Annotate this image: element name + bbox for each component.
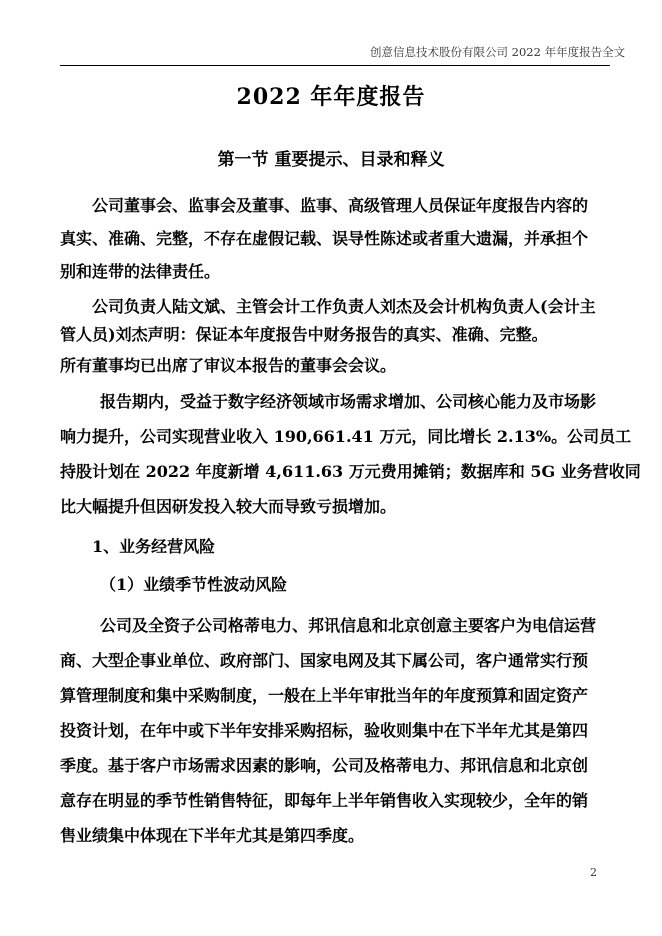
paragraph-line: 算管理制度和集中采购制度，一般在上半年审批当年的年度预算和固定资产	[60, 686, 589, 705]
paragraph-line: 商、大型企事业单位、政府部门、国家电网及其下属公司，客户通常实行预	[60, 651, 589, 670]
header-divider	[60, 65, 610, 66]
paragraph-line: 真实、准确、完整，不存在虚假记载、误导性陈述或者重大遗漏，并承担个	[60, 229, 589, 248]
paragraph-line: 公司负责人陆文斌、主管会计工作负责人刘杰及会计机构负责人(会计主	[92, 297, 596, 316]
paragraph-line: 意存在明显的季节性销售特征，即每年上半年销售收入实现较少，全年的销	[60, 791, 589, 810]
page-number: 2	[590, 866, 597, 879]
running-header: 创意信息技术股份有限公司 2022 年年度报告全文	[370, 45, 626, 59]
paragraph-line: 公司及全资子公司格蒂电力、邦讯信息和北京创意主要客户为电信运营	[100, 616, 597, 635]
paragraph-line: 所有董事均已出席了审议本报告的董事会会议。	[60, 356, 397, 375]
risk-subheading: （1）业绩季节性波动风险	[100, 575, 288, 594]
paragraph-line: 季度。基于客户市场需求因素的影响，公司及格蒂电力、邦讯信息和北京创	[60, 756, 589, 775]
paragraph-line: 持股计划在 2022 年度新增 4,611.63 万元费用摊销；数据库和 5G 业务营收同	[60, 462, 641, 481]
risk-heading: 1、业务经营风险	[92, 537, 216, 556]
paragraph-line: 公司董事会、监事会及董事、监事、高级管理人员保证年度报告内容的	[92, 196, 589, 215]
section-title: 第一节 重要提示、目录和释义	[217, 150, 445, 170]
paragraph-line: 报告期内，受益于数字经济领域市场需求增加、公司核心能力及市场影	[100, 392, 597, 411]
paragraph-line: 售业绩集中体现在下半年尤其是第四季度。	[60, 826, 365, 845]
paragraph-line: 比大幅提升但因研发投入较大而导致亏损增加。	[60, 497, 397, 516]
paragraph-line: 别和连带的法律责任。	[60, 262, 221, 281]
report-title: 2022 年年度报告	[236, 84, 426, 110]
paragraph-line: 管人员)刘杰声明：保证本年度报告中财务报告的真实、准确、完整。	[60, 325, 548, 344]
paragraph-line: 响力提升，公司实现营业收入 190,661.41 万元，同比增长 2.13%。公司员工	[60, 427, 632, 446]
paragraph-line: 投资计划，在年中或下半年安排采购招标，验收则集中在下半年尤其是第四	[60, 721, 589, 740]
